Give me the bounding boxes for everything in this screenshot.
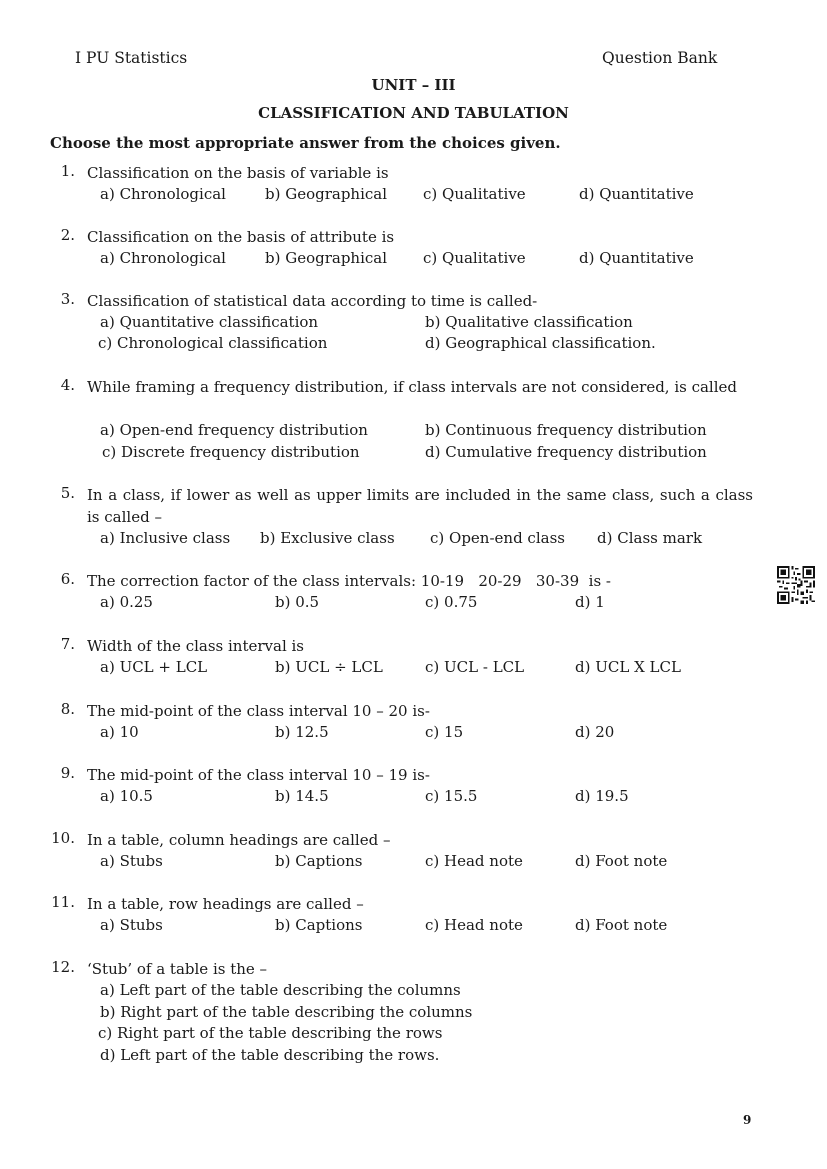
option-c: c) Open-end class [430, 529, 565, 547]
option-b: b) Captions [275, 916, 363, 934]
option-a: a) 0.25 [100, 593, 153, 611]
option-c: c) 0.75 [425, 593, 478, 611]
option-c: c) Qualitative [423, 249, 526, 267]
option-d: d) UCL X LCL [575, 658, 681, 676]
option-b: b) Geographical [265, 185, 388, 203]
option-d: d) Foot note [575, 852, 668, 870]
qr-code-icon [777, 566, 815, 604]
question-text: The mid-point of the class interval 10 – 19 is- [87, 766, 430, 784]
option-c: c) 15.5 [425, 787, 478, 805]
option-d: d) Quantitative [579, 185, 694, 203]
question-number: 7. [60, 635, 75, 653]
option-d: d) 20 [575, 723, 615, 741]
question-text: ‘Stub’ of a table is the – [87, 960, 268, 978]
option-d: d) Cumulative frequency distribution [425, 443, 707, 461]
option-a: a) Left part of the table describing the columns [100, 981, 461, 999]
option-a: a) 10.5 [100, 787, 153, 805]
question-number: 10. [51, 829, 75, 847]
unit-heading: UNIT – III [371, 76, 456, 94]
option-c: c) Head note [425, 916, 523, 934]
question-text: While framing a frequency distribution, if class intervals are not considered, is called [87, 378, 738, 396]
question-number: 2. [60, 226, 75, 244]
question-number: 5. [60, 484, 75, 502]
question-number: 1. [60, 162, 75, 180]
option-b: b) 12.5 [275, 723, 329, 741]
option-d: d) Geographical classification. [425, 334, 656, 352]
question-text: In a table, column headings are called – [87, 831, 391, 849]
option-b: b) Geographical [265, 249, 388, 267]
option-b: b) UCL ÷ LCL [275, 658, 383, 676]
question-text: The correction factor of the class intervals: 10-19 20-29 30-39 is - [87, 572, 611, 590]
question-text: Width of the class interval is [87, 637, 305, 655]
option-c: c) 15 [425, 723, 464, 741]
question-text: Classification of statistical data according to time is called- [87, 292, 538, 310]
option-a: a) Chronological [100, 249, 226, 267]
header-left: I PU Statistics [75, 49, 188, 67]
page-number: 9 [743, 1113, 752, 1127]
option-a: a) Chronological [100, 185, 226, 203]
option-a: a) Stubs [100, 852, 163, 870]
option-c: c) Discrete frequency distribution [102, 443, 360, 461]
option-a: a) UCL + LCL [100, 658, 208, 676]
question-number: 4. [60, 376, 75, 394]
question-text: The mid-point of the class interval 10 – 20 is- [87, 702, 430, 720]
option-c: c) Head note [425, 852, 523, 870]
option-d: d) Left part of the table describing the rows. [100, 1045, 440, 1064]
option-a: a) 10 [100, 723, 139, 741]
question-number: 12. [51, 958, 75, 976]
instruction: Choose the most appropriate answer from the choices given. [50, 134, 561, 152]
option-b: b) Captions [275, 852, 363, 870]
option-a: a) Stubs [100, 916, 163, 934]
option-b: b) Continuous frequency distribution [425, 421, 707, 439]
option-b: b) 0.5 [275, 593, 320, 611]
option-d: d) Foot note [575, 916, 668, 934]
option-c: c) Qualitative [423, 185, 526, 203]
option-d: d) Class mark [597, 529, 703, 547]
option-a: a) Open-end frequency distribution [100, 421, 368, 439]
option-b: b) Qualitative classification [425, 313, 633, 331]
page-title: CLASSIFICATION AND TABULATION [258, 104, 569, 122]
question-number: 9. [60, 764, 75, 782]
option-c: c) UCL - LCL [425, 658, 525, 676]
question-text: In a class, if lower as well as upper limits are included in the same class, such a class is called – [87, 486, 753, 526]
question-text: Classification on the basis of variable is [87, 164, 389, 182]
header-right: Question Bank [602, 49, 718, 67]
option-d: d) 19.5 [575, 787, 629, 805]
option-c: c) Right part of the table describing the rows [98, 1024, 443, 1042]
question-number: 3. [60, 290, 75, 308]
option-b: b) 14.5 [275, 787, 329, 805]
question-number: 11. [51, 893, 75, 911]
option-b: b) Right part of the table describing the columns [100, 1002, 473, 1021]
question-number: 8. [60, 700, 75, 718]
question-text: Classification on the basis of attribute is [87, 228, 395, 246]
option-c: c) Chronological classification [98, 334, 328, 352]
option-b: b) Exclusive class [260, 529, 395, 547]
option-a: a) Quantitative classification [100, 313, 319, 331]
option-d: d) 1 [575, 593, 605, 611]
question-number: 6. [60, 570, 75, 588]
question-text: In a table, row headings are called – [87, 895, 364, 913]
option-a: a) Inclusive class [100, 529, 231, 547]
option-d: d) Quantitative [579, 249, 694, 267]
